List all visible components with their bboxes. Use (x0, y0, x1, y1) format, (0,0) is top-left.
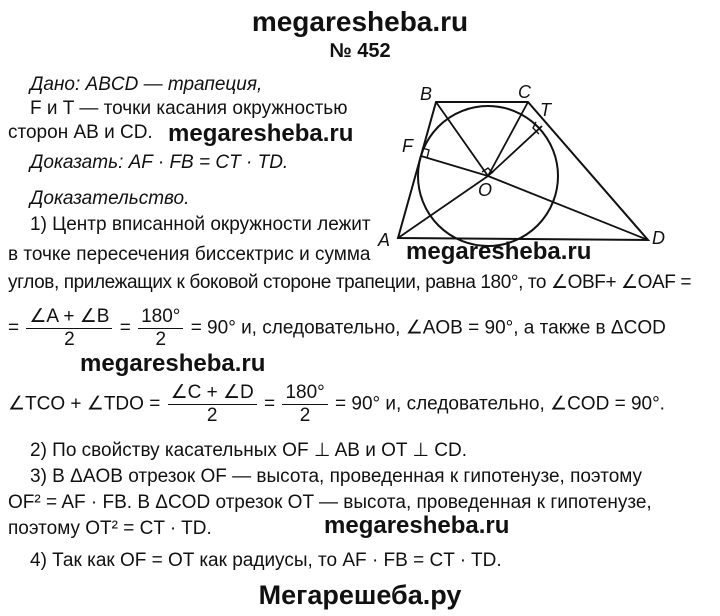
proof-p4: 4) Так как OF = OT как радиусы, то AF · FB = CT · TD. (30, 550, 502, 571)
eq2-equals: = (264, 393, 276, 415)
eq2-tail: = 90° и, следовательно, ∠COD = 90°. (335, 393, 665, 415)
equation-1 (8, 306, 666, 351)
given-line-3: сторон AB и CD. (8, 122, 153, 143)
eq1-denominator: 2 (64, 329, 75, 350)
label-f: F (402, 136, 413, 156)
proof-p2: 2) По свойству касательных OF ⊥ AB и OT ⊥ CD. (30, 440, 468, 461)
proof-title: Доказательство. (30, 188, 190, 209)
footer-brand: Мегарешеба.ру (258, 580, 462, 610)
eq1-numerator-2: 180° (138, 306, 183, 329)
site-header: megaresheba.ru (251, 6, 469, 37)
watermark: megaresheba.ru (80, 350, 266, 377)
label-c: C (518, 82, 531, 102)
label-t: T (540, 100, 551, 120)
eq2-numerator: ∠C + ∠D (168, 382, 257, 405)
label-d: D (652, 228, 665, 248)
given-line-2: F и T — точки касания окружностью (30, 98, 348, 119)
eq1-equals: = (119, 317, 131, 339)
segment-of (421, 156, 488, 176)
segment-ob (436, 102, 488, 176)
label-o: O (478, 180, 493, 200)
segment-od (488, 176, 648, 240)
watermark: megaresheba.ru (168, 120, 354, 147)
segment-oc (488, 102, 528, 176)
prove-statement: Доказать: AF · FB = CT · TD. (30, 152, 289, 173)
proof-p1-line1: 1) Центр вписанной окружности лежит (30, 214, 371, 235)
equation-2 (8, 382, 665, 427)
eq2-denominator: 2 (206, 405, 218, 426)
eq2-lead: ∠TCO + ∠TDO = (8, 393, 161, 415)
watermark: megaresheba.ru (324, 512, 510, 539)
eq2-fraction-1 (168, 382, 257, 427)
eq2-fraction-2 (282, 382, 327, 427)
eq1-fraction-1 (26, 306, 112, 351)
proof-p3-line2: OF² = AF · FB. В ΔCOD отрезок OT — высота, проведенная к гипотенузе, (8, 492, 652, 513)
segment-ot (488, 126, 542, 176)
eq1-lead: = (8, 317, 20, 339)
trapezoid-figure (370, 80, 720, 250)
given-line-1: Дано: ABCD — трапеция, (30, 74, 263, 95)
trapezoid-outline (398, 102, 648, 240)
eq1-fraction-2 (138, 306, 183, 351)
eq1-tail: = 90° и, следовательно, ∠AOB = 90°, а также в ΔCOD (190, 317, 666, 339)
eq1-denominator-2: 2 (155, 329, 167, 350)
label-a: A (378, 230, 391, 250)
label-b: B (420, 84, 433, 104)
proof-p3-line3: поэтому OT² = CT · TD. (8, 518, 212, 539)
proof-p1-line2: в точке пересечения биссектрис и сумма (8, 244, 371, 265)
eq2-numerator-2: 180° (282, 382, 327, 405)
eq2-denominator-2: 2 (299, 405, 311, 426)
eq1-numerator: ∠A + ∠B (26, 306, 112, 329)
problem-number: № 452 (329, 40, 391, 62)
proof-p3-line1: 3) В ΔAOB отрезок OF — высота, проведенная к гипотенузе, поэтому (30, 466, 643, 487)
proof-p1-line3: углов, прилежащих к боковой стороне трапеции, равна 180°, то ∠OBF+ ∠OAF = (8, 272, 692, 293)
watermark: megaresheba.ru (406, 238, 592, 265)
